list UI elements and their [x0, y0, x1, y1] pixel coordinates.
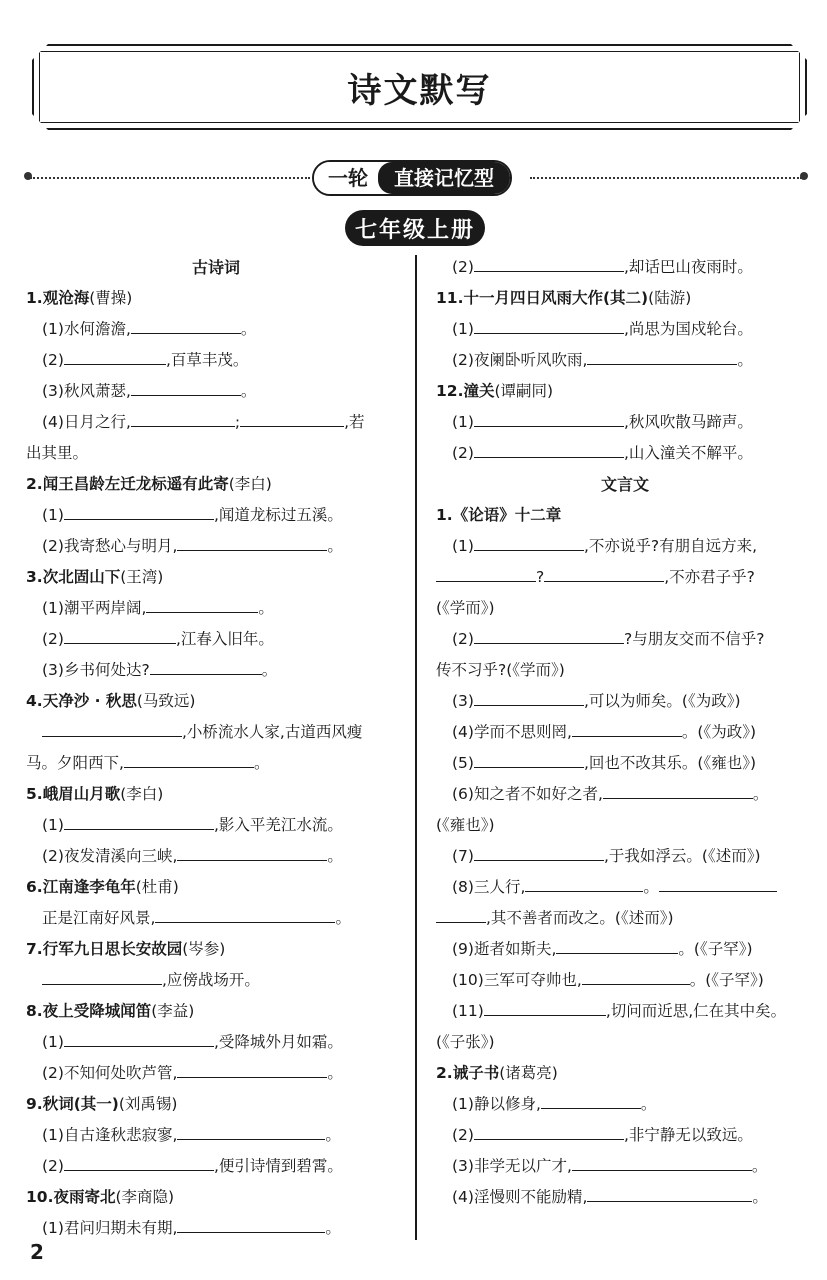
line-text: (1) [42, 506, 64, 524]
answer-blank[interactable] [42, 719, 182, 737]
item-number: 1. [26, 289, 43, 307]
line-text: ,山入潼关不解平。 [623, 444, 753, 462]
answer-blank[interactable] [436, 564, 536, 582]
line-text: 。 [737, 351, 753, 369]
line-text: (2) [452, 630, 474, 648]
poem-title: 夜上受降城闻笛 [42, 1002, 152, 1020]
answer-blank[interactable] [177, 1215, 325, 1233]
question-line [436, 903, 814, 934]
line-text: (1)自古逢秋悲寂寥, [42, 1126, 178, 1144]
answer-blank[interactable] [474, 254, 624, 272]
line-text: ,江春入旧年。 [175, 630, 274, 648]
question-line [26, 655, 406, 686]
answer-blank[interactable] [541, 1091, 641, 1109]
line-text: (5) [452, 754, 474, 772]
line-text: 出其里。 [26, 444, 89, 462]
item-number: 4. [26, 692, 43, 710]
poem-author: (曹操) [89, 289, 133, 307]
question-line [436, 717, 814, 748]
poem-author: (谭嗣同) [494, 382, 554, 400]
question-line [436, 686, 814, 717]
item-title [26, 283, 406, 314]
line-text: ,却话巴山夜雨时。 [623, 258, 753, 276]
poem-title: 次北固山下 [42, 568, 121, 586]
answer-blank[interactable] [124, 750, 254, 768]
text-author: (诸葛亮) [499, 1064, 558, 1082]
poem-title: 夜雨寄北 [53, 1188, 116, 1206]
line-text: (9)逝者如斯夫, [452, 940, 557, 958]
round-tag [312, 160, 512, 196]
line-text: 。 [327, 537, 343, 555]
line-text: 。 [327, 847, 343, 865]
right-column [436, 252, 814, 1213]
poem-author: (李益) [151, 1002, 195, 1020]
question-line [436, 314, 814, 345]
poem-title: 天净沙 · 秋思 [42, 692, 137, 710]
answer-blank[interactable] [603, 781, 753, 799]
answer-blank[interactable] [131, 378, 241, 396]
question-line [26, 593, 406, 624]
item-number: 6. [26, 878, 43, 896]
answer-blank[interactable] [474, 1122, 624, 1140]
item-title [436, 1058, 814, 1089]
poem-author: (刘禹锡) [118, 1095, 178, 1113]
line-text: 。(《为政》) [681, 723, 756, 741]
line-text: (4)学而不思则罔, [452, 723, 572, 741]
line-text: ,不亦君子乎? [664, 568, 755, 586]
line-text: ,小桥流水人家,古道西风瘦 [182, 723, 363, 741]
line-text: (《子张》) [436, 1033, 495, 1051]
line-text: ?与朋友交而不信乎? [623, 630, 765, 648]
question-line [436, 841, 814, 872]
question-line [26, 624, 406, 655]
line-text: (1)静以修身, [452, 1095, 541, 1113]
answer-blank[interactable] [64, 502, 214, 520]
item-number: 10. [26, 1188, 54, 1206]
answer-blank[interactable] [544, 564, 664, 582]
round-tag-part2: 直接记忆型 [378, 162, 510, 194]
line-text: ,百草丰茂。 [165, 351, 249, 369]
poem-author: (王湾) [120, 568, 164, 586]
question-line [436, 562, 814, 593]
round-tag-part1: 一轮 [314, 162, 378, 194]
item-title [436, 500, 814, 531]
answer-blank[interactable] [525, 874, 643, 892]
answer-blank[interactable] [131, 409, 235, 427]
question-line [26, 965, 406, 996]
line-text: ; [234, 413, 241, 431]
question-line [26, 376, 406, 407]
answer-blank[interactable] [474, 316, 624, 334]
line-text: (8)三人行, [452, 878, 526, 896]
question-line [26, 531, 406, 562]
line-text: ,非宁静无以致远。 [623, 1126, 753, 1144]
answer-blank[interactable] [572, 719, 682, 737]
line-text: (2) [452, 444, 474, 462]
question-line [436, 1120, 814, 1151]
question-line [436, 996, 814, 1027]
dotted-rule-left [30, 177, 310, 179]
line-text: (10)三军可夺帅也, [452, 971, 582, 989]
line-text: ,闻道龙标过五溪。 [213, 506, 343, 524]
answer-blank[interactable] [659, 874, 777, 892]
line-text: 。 [240, 382, 257, 400]
question-line [436, 965, 814, 996]
poem-author: (李商隐) [115, 1188, 175, 1206]
line-text: 。 [253, 754, 270, 772]
poem-author: (陆游) [648, 289, 692, 307]
item-number: 3. [26, 568, 43, 586]
line-text: (2)夜发清溪向三峡, [42, 847, 178, 865]
question-line [26, 1120, 406, 1151]
line-text: 。(《子罕》) [689, 971, 764, 989]
section-heading-classical: 文言文 [600, 475, 649, 494]
question-line [26, 1058, 406, 1089]
page-title: 诗文默写 [347, 70, 492, 111]
answer-blank[interactable] [474, 750, 584, 768]
poem-title: 秋词(其一) [42, 1095, 119, 1113]
line-text: (1)君问归期未有期, [42, 1219, 178, 1237]
question-line [26, 1151, 406, 1182]
line-text: 。 [335, 909, 351, 927]
line-text: (6)知之者不如好之者, [452, 785, 603, 803]
line-text: ,可以为师矣。(《为政》) [583, 692, 741, 710]
question-line [436, 407, 814, 438]
question-line [436, 252, 814, 283]
answer-blank[interactable] [177, 1122, 325, 1140]
line-text: ,不亦说乎?有朋自远方来, [583, 537, 758, 555]
question-line [26, 717, 406, 748]
answer-blank[interactable] [587, 347, 737, 365]
poem-title: 十一月四日风雨大作(其二) [463, 289, 649, 307]
left-column [26, 252, 406, 1244]
item-number: 2. [436, 1064, 453, 1082]
question-line [436, 779, 814, 810]
question-line [26, 810, 406, 841]
line-text: (《学而》) [436, 599, 495, 617]
answer-blank[interactable] [474, 688, 584, 706]
line-text: (2)不知何处吹芦管, [42, 1064, 178, 1082]
question-line [26, 903, 406, 934]
poem-title: 闻王昌龄左迁龙标遥有此寄 [42, 475, 229, 493]
item-title [26, 934, 406, 965]
answer-blank[interactable] [556, 936, 678, 954]
line-text: (2) [452, 258, 474, 276]
line-text: (2)我寄愁心与明月, [42, 537, 178, 555]
answer-blank[interactable] [42, 967, 162, 985]
dot-right [800, 172, 808, 180]
line-text: (1) [42, 1033, 64, 1051]
line-text: 。 [261, 661, 278, 679]
answer-blank[interactable] [484, 998, 606, 1016]
question-line [436, 1027, 814, 1058]
line-text: (4)淫慢则不能励精, [452, 1188, 588, 1206]
page-number: 2 [30, 1240, 44, 1264]
item-title [26, 872, 406, 903]
poem-title: 江南逢李龟年 [42, 878, 136, 896]
text-title: 诫子书 [452, 1064, 500, 1082]
item-number: 9. [26, 1095, 43, 1113]
item-title [26, 1182, 406, 1213]
line-text: ,回也不改其乐。(《雍也》) [583, 754, 756, 772]
item-title [436, 376, 814, 407]
question-line [26, 407, 406, 438]
question-line [436, 438, 814, 469]
line-text: ,尚思为国戍轮台。 [623, 320, 753, 338]
line-text: (3)秋风萧瑟, [42, 382, 131, 400]
question-line [436, 1089, 814, 1120]
answer-blank[interactable] [146, 595, 258, 613]
line-text: 传不习乎?(《学而》) [436, 661, 565, 679]
line-text: (11) [452, 1002, 484, 1020]
line-text: 。 [640, 1095, 657, 1113]
item-number: 1. [436, 506, 453, 524]
item-number: 5. [26, 785, 43, 803]
poem-author: (马致远) [136, 692, 196, 710]
line-text: 马。夕阳西下, [26, 754, 124, 772]
line-text: 。 [258, 599, 274, 617]
answer-blank[interactable] [474, 626, 624, 644]
question-line [436, 531, 814, 562]
answer-blank[interactable] [64, 1029, 214, 1047]
line-text: 。 [643, 878, 659, 896]
answer-blank[interactable] [474, 843, 604, 861]
question-line [26, 438, 406, 469]
line-text: ,影入平羌江水流。 [213, 816, 343, 834]
question-line [436, 624, 814, 655]
line-text: (1) [452, 320, 474, 338]
line-text: (1) [452, 413, 474, 431]
section-heading-poetry: 古诗词 [191, 258, 240, 277]
answer-blank[interactable] [64, 812, 214, 830]
item-title [26, 996, 406, 1027]
answer-blank[interactable] [177, 533, 327, 551]
question-line [26, 1213, 406, 1244]
line-text: (1) [42, 816, 64, 834]
question-line [436, 593, 814, 624]
line-text: ,便引诗情到碧霄。 [213, 1157, 343, 1175]
item-title [26, 562, 406, 593]
question-line [26, 748, 406, 779]
poem-title: 观沧海 [42, 289, 90, 307]
item-number: 7. [26, 940, 43, 958]
line-text: 。 [325, 1219, 341, 1237]
line-text: (《雍也》) [436, 816, 495, 834]
item-title [436, 283, 814, 314]
poem-title: 潼关 [463, 382, 495, 400]
question-line [26, 841, 406, 872]
item-title [26, 779, 406, 810]
answer-blank[interactable] [150, 657, 262, 675]
column-divider [415, 255, 417, 1240]
dotted-rule-right [530, 177, 802, 179]
answer-blank[interactable] [64, 347, 166, 365]
line-text: 。 [752, 785, 769, 803]
line-text: (3)非学无以广才, [452, 1157, 572, 1175]
item-number: 2. [26, 475, 43, 493]
line-text: ,应傍战场开。 [162, 971, 260, 989]
line-text: ,其不善者而改之。(《述而》) [486, 909, 674, 927]
poem-title: 峨眉山月歌 [42, 785, 121, 803]
question-line [436, 872, 814, 903]
line-text: (1) [452, 537, 474, 555]
answer-blank[interactable] [587, 1184, 752, 1202]
answer-blank[interactable] [64, 626, 176, 644]
item-number: 11. [436, 289, 464, 307]
question-line [26, 345, 406, 376]
question-line [436, 345, 814, 376]
line-text: (7) [452, 847, 474, 865]
question-line [26, 1027, 406, 1058]
answer-blank[interactable] [436, 905, 486, 923]
line-text: ,受降城外月如霜。 [213, 1033, 343, 1051]
question-line [26, 314, 406, 345]
line-text: (2) [42, 1157, 64, 1175]
answer-blank[interactable] [474, 440, 624, 458]
line-text: (3)乡书何处达? [42, 661, 150, 679]
poem-author: (岑参) [182, 940, 226, 958]
item-title [26, 469, 406, 500]
line-text: (4)日月之行, [42, 413, 131, 431]
answer-blank[interactable] [64, 1153, 214, 1171]
question-line [436, 934, 814, 965]
line-text: ,于我如浮云。(《述而》) [603, 847, 761, 865]
text-title: 《论语》十二章 [452, 506, 562, 524]
line-text: ? [536, 568, 545, 586]
answer-blank[interactable] [582, 967, 690, 985]
line-text: ,秋风吹散马蹄声。 [623, 413, 753, 431]
poem-author: (杜甫) [135, 878, 179, 896]
line-text: 。 [752, 1188, 768, 1206]
question-line [26, 500, 406, 531]
answer-blank[interactable] [572, 1153, 752, 1171]
item-title [26, 1089, 406, 1120]
line-text: 。 [751, 1157, 768, 1175]
answer-blank[interactable] [131, 316, 241, 334]
line-text: 。(《子罕》) [678, 940, 753, 958]
line-text: 正是江南好风景, [42, 909, 156, 927]
line-text: (1)潮平两岸阔, [42, 599, 147, 617]
line-text: ,若 [344, 413, 365, 431]
poem-author: (李白) [120, 785, 164, 803]
line-text: (1)水何澹澹, [42, 320, 131, 338]
question-line [436, 1182, 814, 1213]
question-line [436, 748, 814, 779]
line-text: (2)夜阑卧听风吹雨, [452, 351, 588, 369]
question-line [436, 810, 814, 841]
poem-title: 行军九日思长安故园 [42, 940, 183, 958]
answer-blank[interactable] [474, 533, 584, 551]
line-text: (2) [452, 1126, 474, 1144]
line-text: ,切问而近思,仁在其中矣。 [605, 1002, 787, 1020]
line-text: 。 [240, 320, 257, 338]
line-text: 。 [325, 1126, 341, 1144]
line-text: (3) [452, 692, 474, 710]
item-number: 8. [26, 1002, 43, 1020]
line-text: 。 [327, 1064, 343, 1082]
question-line [436, 655, 814, 686]
answer-blank[interactable] [474, 409, 624, 427]
answer-blank[interactable] [177, 1060, 327, 1078]
line-text: (2) [42, 630, 64, 648]
answer-blank[interactable] [155, 905, 335, 923]
item-number: 12. [436, 382, 464, 400]
line-text: (2) [42, 351, 64, 369]
item-title [26, 686, 406, 717]
answer-blank[interactable] [177, 843, 327, 861]
grade-tag: 七年级上册 [345, 210, 485, 246]
question-line [436, 1151, 814, 1182]
poem-author: (李白) [228, 475, 272, 493]
answer-blank[interactable] [240, 409, 344, 427]
